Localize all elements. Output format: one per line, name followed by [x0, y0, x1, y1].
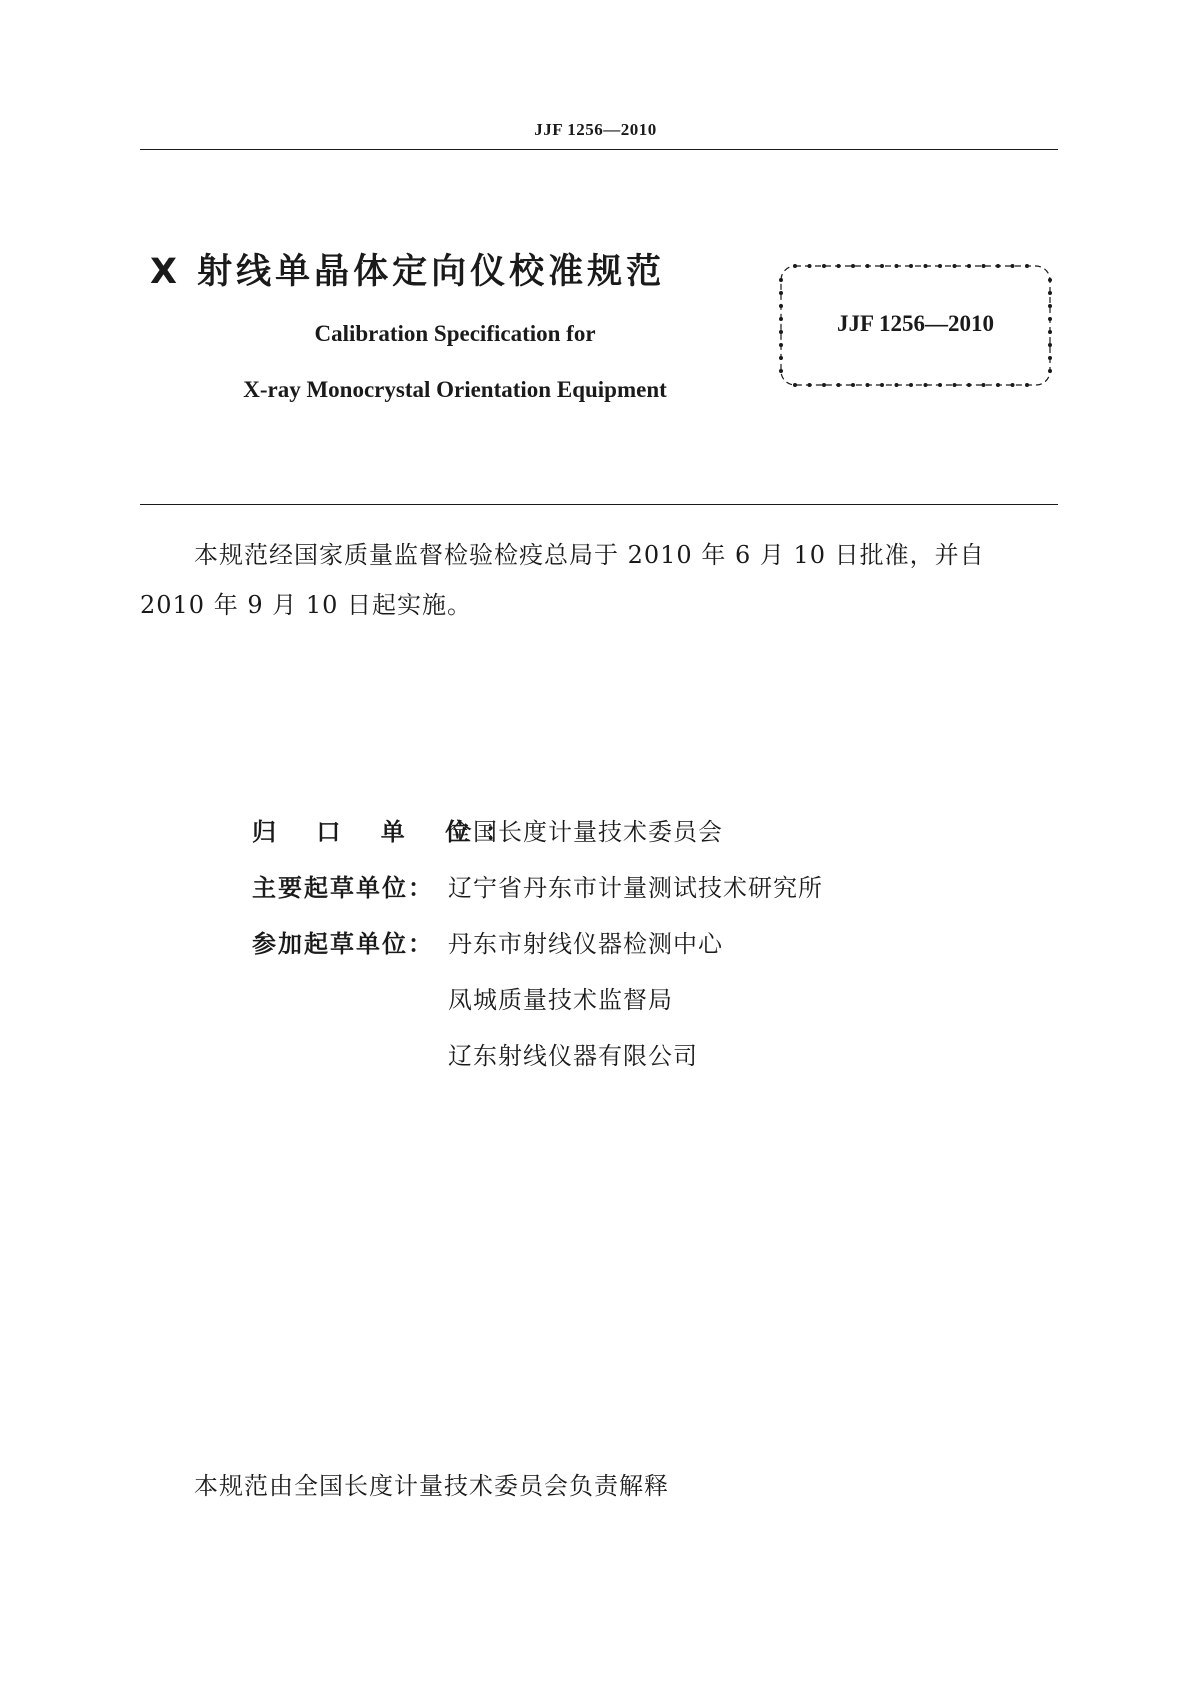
header-divider: [140, 149, 1058, 150]
standard-code-box: [777, 262, 1054, 389]
title-english-line-1: Calibration Specification for: [314, 321, 596, 346]
responsible-unit-value: 全国长度计量技术委员会: [448, 818, 723, 846]
participating-value-3: 辽东射线仪器有限公司: [448, 1042, 698, 1070]
participating-row: [252, 924, 723, 964]
responsible-unit-label: 归 口 单 位：: [252, 818, 526, 846]
main-drafter-row: [252, 868, 823, 908]
interpretation-note: 本规范由全国长度计量技术委员会负责解释: [194, 1472, 669, 1500]
approval-statement: 本规范经国家质量监督检验检疫总局于 2010 年 6 月 10 日批准，并自 2010 年 9 月 10 日起实施。: [140, 541, 985, 619]
participating-value-1: 丹东市射线仪器检测中心: [448, 930, 723, 958]
participating-label: 参加起草单位：: [252, 930, 434, 958]
title-english-line-2: X-ray Monocrystal Orientation Equipment: [243, 377, 667, 402]
participating-value-2: 凤城质量技术监督局: [448, 986, 673, 1014]
responsible-unit-row: [252, 812, 723, 852]
title-chinese: X 射线单晶体定向仪校准规范: [150, 252, 666, 292]
code-box-text: JJF 1256—2010: [837, 311, 994, 336]
section-divider: [140, 504, 1058, 505]
main-drafter-label: 主要起草单位：: [252, 874, 434, 902]
main-drafter-value: 辽宁省丹东市计量测试技术研究所: [448, 874, 823, 902]
header-standard-code: JJF 1256—2010: [534, 120, 657, 139]
